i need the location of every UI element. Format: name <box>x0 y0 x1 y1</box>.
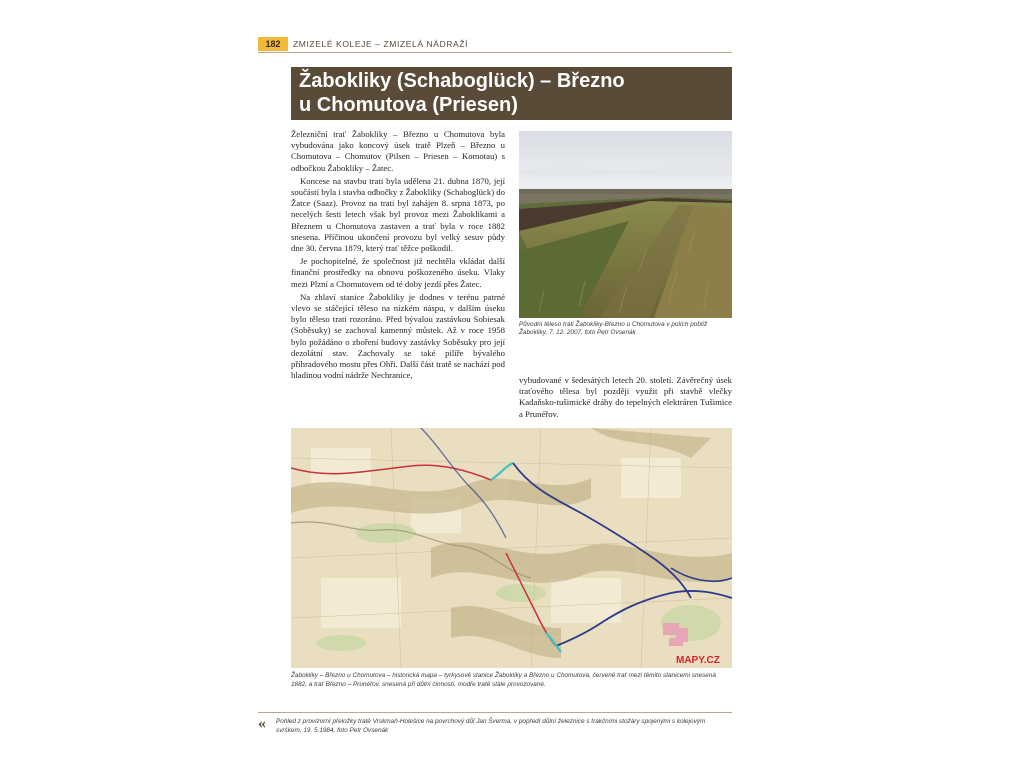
body-paragraph: Železniční trať Žabokliky – Březno u Chomutova byla vybudována jako koncový úsek tratě Plzeň – Březno u Chomutova – Chomutov (Pilsen – Priesen – Komotau) s odbočkou Žabokliky – Žatec. <box>291 129 505 173</box>
body-paragraph: Na zhlaví stanice Žabokliky je dodnes v terénu patrné vlevo se stáčející těleso na nízkém náspu, v dalším úseku bylo těleso trati rozoráno. Před bývalou zastávkou Sobiesak (Soběsuky) se zachoval kamenný můstek. Až v roce 1958 bylo požádáno o zboření budovy zastávky Soběsuky pro její dezolátní stav. Zachovaly se také pilíře bývalého příhradového mostu přes Ohři. Další část tratě se nachází pod hladinou vodní nádrže Nechranice, <box>291 291 505 381</box>
page-number: 182 <box>258 37 288 51</box>
chapter-title-line-2: u Chomutova (Priesen) <box>299 94 518 116</box>
text-column-left <box>291 129 505 383</box>
map-caption: Žabokliky – Březno u Chomutova – historická mapa – tyrkysově stanice Žabokliky a Březno u Chomutova, červeně trať mezi těmito stanicemi snesená 1882, a trať Březno – Prunéřov, snesená při důlní činnosti, modře tratě stále provozované. <box>291 672 716 688</box>
running-header: ZMIZELÉ KOLEJE – ZMIZELÁ NÁDRAŽÍ <box>293 39 469 49</box>
body-paragraph: Je pochopitelné, že společnost již nechtěla vkládat další finanční prostředky na obnovu poškozeného úseku. Vlaky mezi Plzní a Chomutovem od té doby jezdí přes Žatec. <box>291 256 505 289</box>
back-reference-icon: « <box>258 715 266 732</box>
header-rule <box>258 52 732 53</box>
body-paragraph: Koncese na stavbu trati byla udělena 21. dubna 1870, její součástí byla i stavba odbočky z Žabokliky (Schaboglück) do Žatce (Saaz). Provoz na trati byl zahájen 8. srpna 1873, po necelých šesti letech však byl provoz mezi Žaboklikami a Březnem u Chomutova zastaven a trať byla v roce 1882 snesena. Příčinou ukončení provozu byl velký sesuv půdy dne 30. června 1879, který trať těžce poškodil. <box>291 175 505 254</box>
chapter-title <box>291 67 732 120</box>
mapy-cz-logo: MAPY.CZ <box>676 655 720 666</box>
footer-rule <box>258 712 732 713</box>
historical-map <box>291 428 732 668</box>
footer-caption: Pohled z provizorní přeložky tratě Vrskmaň-Holešice na povrchový důl Jan Šverma, v popředí důlní železnice s trakčními stožáry spojenými s kolejovým svrškem, 19. 5.1984, foto Petr Ovsenák <box>276 718 706 734</box>
body-paragraph-continuation: vybudované v šedesátých letech 20. století. Závěrečný úsek traťového tělesa byl později využit při stavbě vlečky Kadaňsko-tušimické dráhy do tepelných elektráren Tušimice a Prunéřov. <box>519 375 732 419</box>
chapter-title-line-1: Žabokliky (Schaboglück) – Březno <box>299 70 625 92</box>
field-photo <box>519 131 732 318</box>
text-column-right <box>519 375 732 420</box>
photo-caption: Původní těleso trati Žabokliky-Březno u Chomutova v polích poblíž Žabokliky, 7. 12. 2007, foto Petr Ovsenák <box>519 321 708 337</box>
